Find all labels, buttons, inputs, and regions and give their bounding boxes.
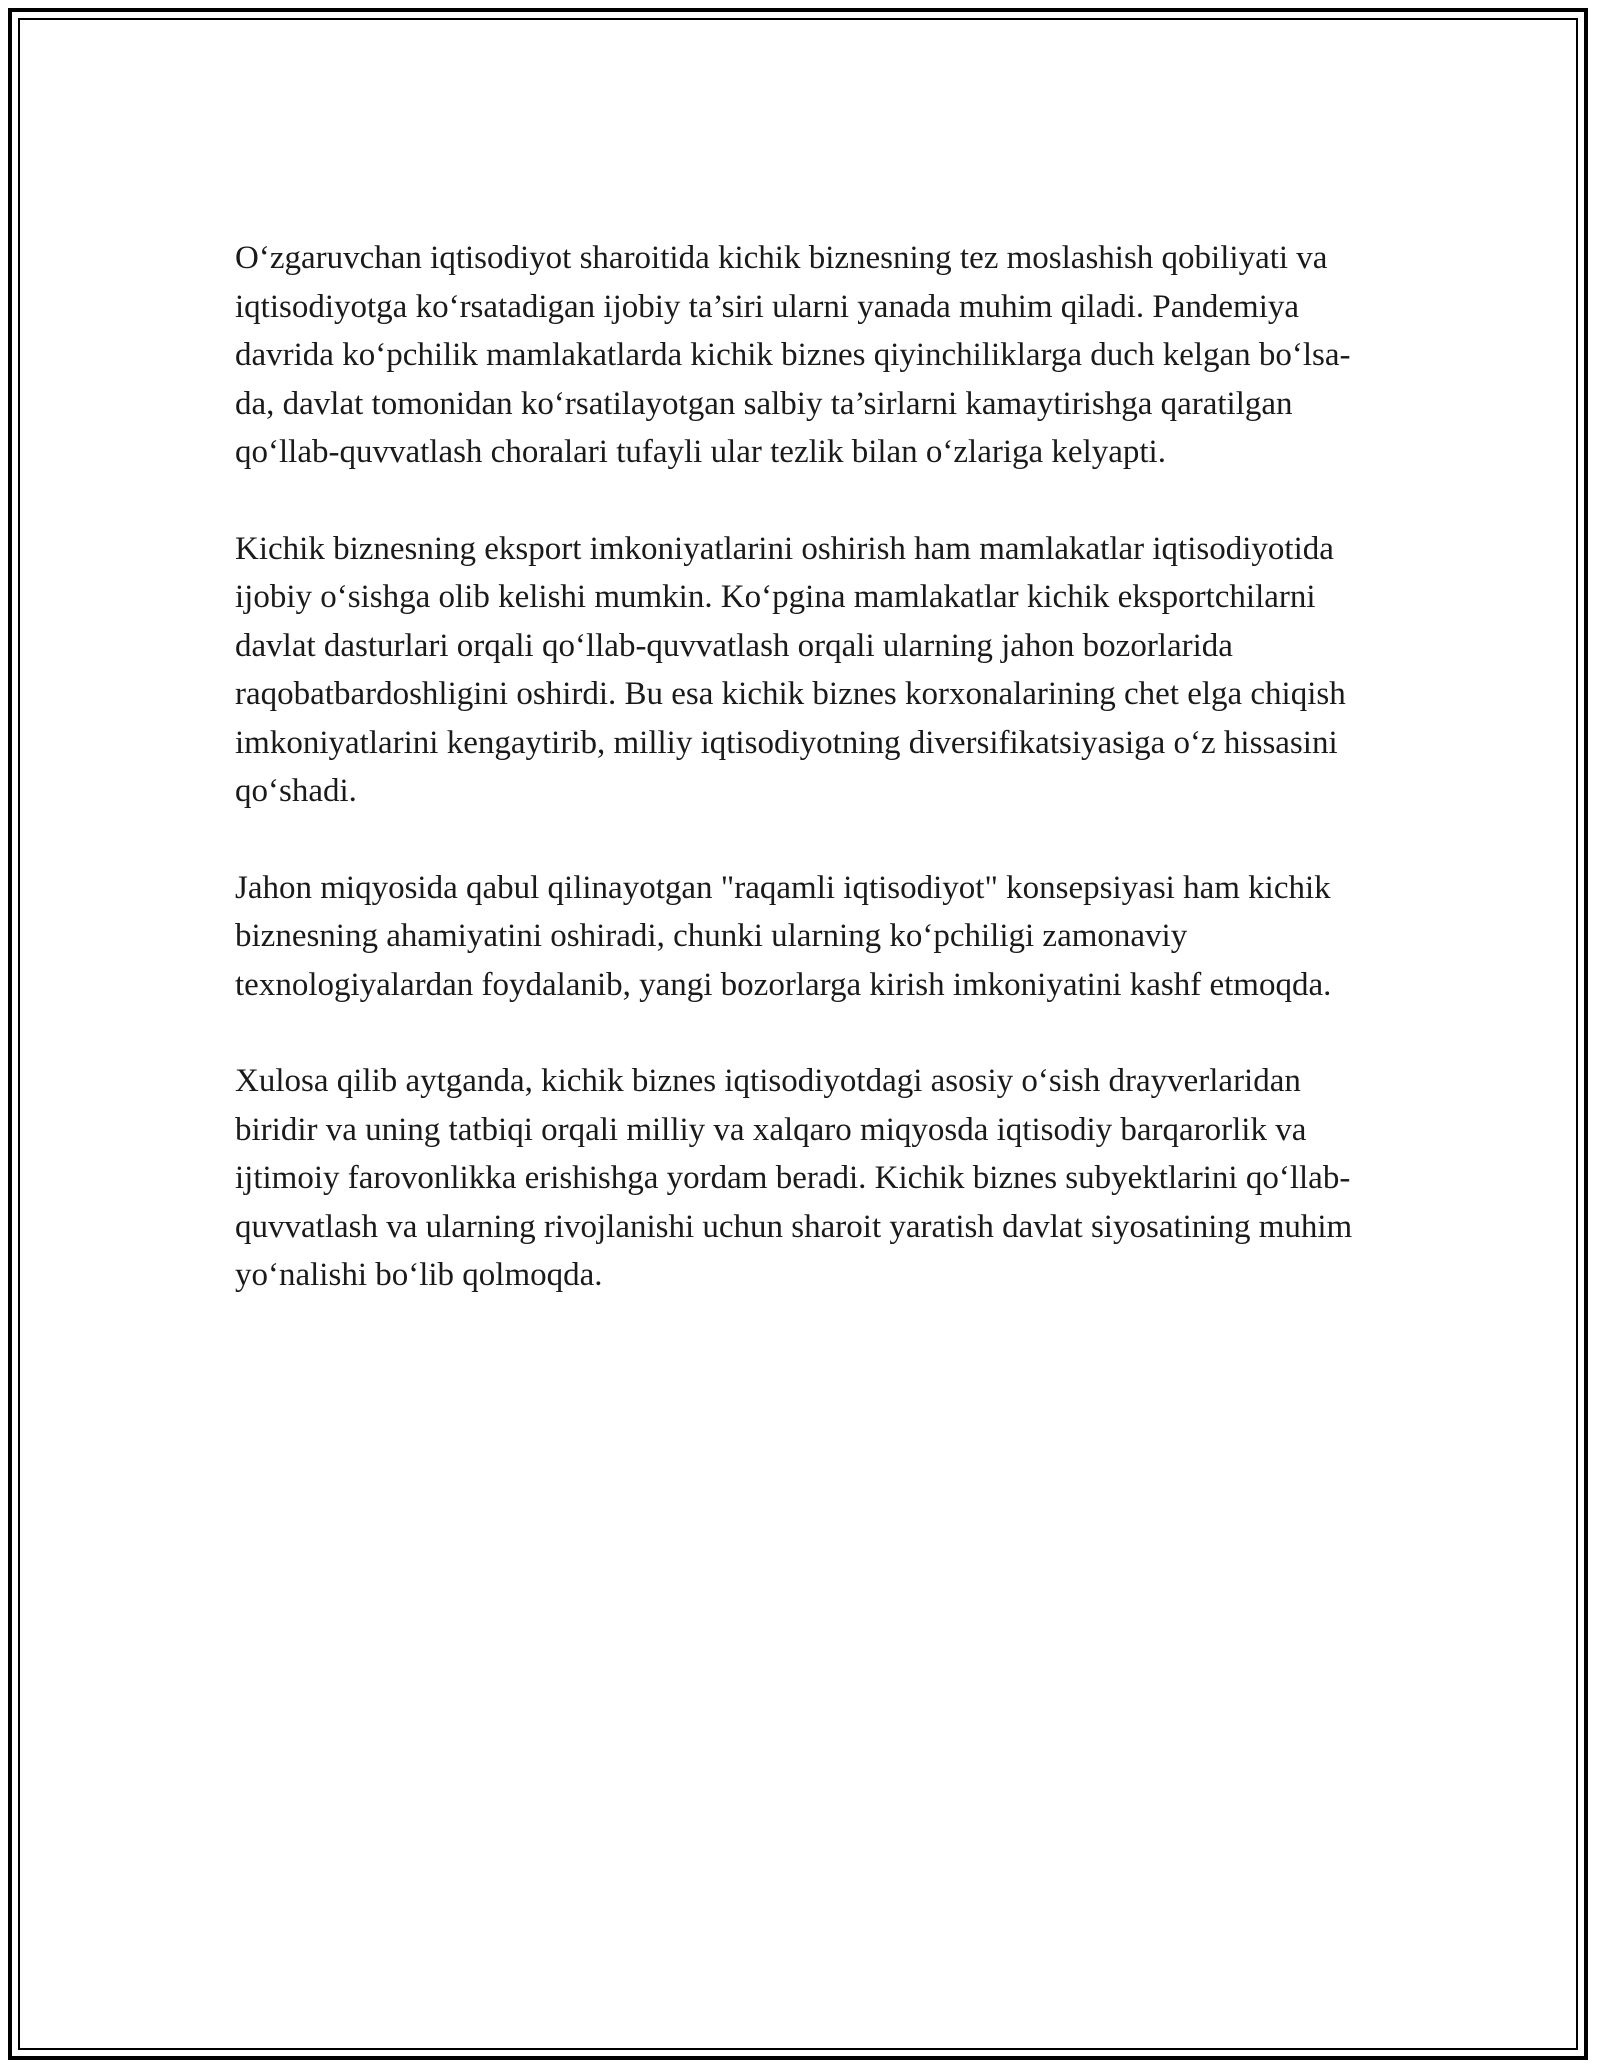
document-body xyxy=(235,234,1375,1348)
paragraph-1: O‘zgaruvchan iqtisodiyot sharoitida kichik biznesning tez moslashish qobiliyati va iqtisodiyotga ko‘rsatadigan ijobiy ta’siri ularni yanada muhim qiladi. Pandemiya davrida ko‘pchilik mamlakatlarda kichik biznes qiyinchiliklarga duch kelgan bo‘lsa-da, davlat tomonidan ko‘rsatilayotgan salbiy ta’sirlarni kamaytirishga qaratilgan qo‘llab-quvvatlash choralari tufayli ular tezlik bilan o‘zlariga kelyapti. xyxy=(235,240,1351,470)
paragraph-2: Kichik biznesning eksport imkoniyatlarini oshirish ham mamlakatlar iqtisodiyotida ijobiy o‘sishga olib kelishi mumkin. Ko‘pgina mamlakatlar kichik eksportchilarni davlat dasturlari orqali qo‘llab-quvvatlash orqali ularning jahon bozorlarida raqobatbardoshligini oshirdi. Bu esa kichik biznes korxonalarining chet elga chiqish imkoniyatlarini kengaytirib, milliy iqtisodiyotning diversifikatsiyasiga o‘z hissasini qo‘shadi. xyxy=(235,530,1346,809)
paragraph-4: Xulosa qilib aytganda, kichik biznes iqtisodiyotdagi asosiy o‘sish drayverlaridan biridir va uning tatbiqi orqali milliy va xalqaro miqyosda iqtisodiy barqarorlik va ijtimoiy farovonlikka erishishga yordam beradi. Kichik biznes subyektlarini qo‘llab-quvvatlash va ularning rivojlanishi uchun sharoit yaratish davlat siyosatining muhim yo‘nalishi bo‘lib qolmoqda. xyxy=(235,1063,1353,1293)
paragraph-3: Jahon miqyosida qabul qilinayotgan "raqamli iqtisodiyot" konsepsiyasi ham kichik biznesning ahamiyatini oshiradi, chunki ularning ko‘pchiligi zamonaviy texnologiyalardan foydalanib, yangi bozorlarga kirish imkoniyatini kashf etmoqda. xyxy=(235,869,1332,1003)
